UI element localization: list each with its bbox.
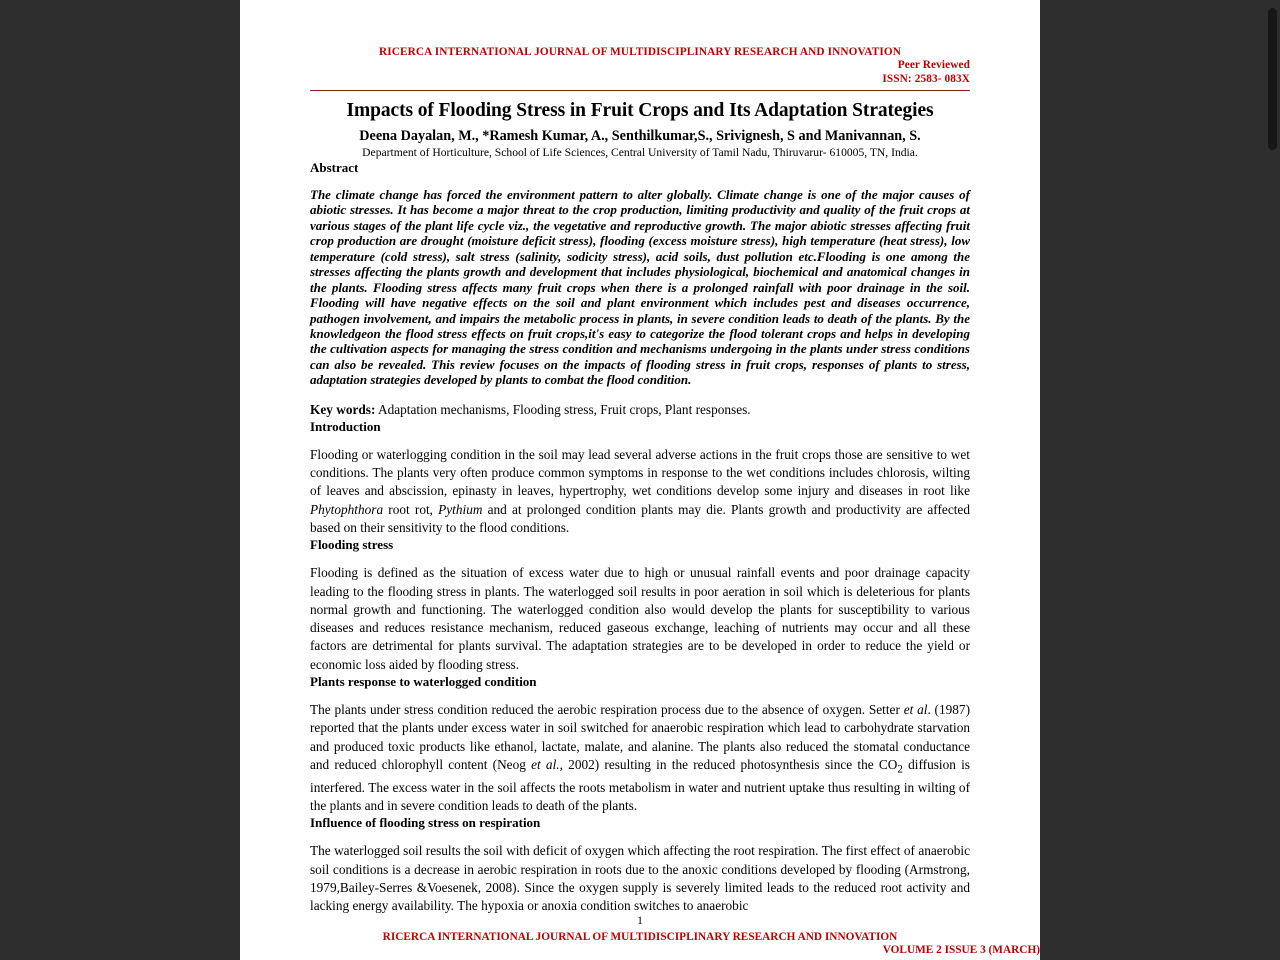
running-head-peer-reviewed: Peer Reviewed xyxy=(897,59,970,72)
intro-text-b: root rot, xyxy=(383,501,439,517)
intro-text-c: and at prolonged condition plants may die. Plants growth and productivity are affected based on their sensitivity to the flood conditions. xyxy=(310,501,970,535)
respiration-paragraph: The waterlogged soil results the soil with deficit of oxygen which affecting the root respiration. The first effect of anaerobic soil conditions is a decrease in aerobic respiration in roots due to the anoxic conditions developed by flooding (Armstrong, 1979,Bailey-Serres &Voesenek, 2008). Since the oxygen supply is severely limited leads to the reduced root activity and lacking energy availability. The hypoxia or anoxia condition switches to anaerobic xyxy=(310,843,970,914)
keywords-label: Key words: xyxy=(310,401,376,417)
running-head xyxy=(310,0,970,86)
footer-volume: VOLUME 2 ISSUE 3 (MARCH) xyxy=(882,944,1040,957)
document-page xyxy=(240,0,1040,960)
footer-journal: RICERCA INTERNATIONAL JOURNAL OF MULTIDISCIPLINARY RESEARCH AND INNOVATION xyxy=(382,931,898,943)
pr-text-c: , 2002) resulting in the reduced photosynthesis since the CO xyxy=(559,756,898,772)
introduction-heading: Introduction xyxy=(310,418,381,434)
introduction-paragraph xyxy=(310,446,970,537)
abstract-heading: Abstract xyxy=(310,159,359,175)
flooding-stress-heading: Flooding stress xyxy=(310,537,394,553)
author-list: Deena Dayalan, M., *Ramesh Kumar, A., Senthilkumar,S., Srivignesh, S and Manivannan, S. xyxy=(359,127,921,144)
page-number: 1 xyxy=(637,915,643,927)
intro-species-pythium: Pythium xyxy=(438,501,483,517)
header-divider xyxy=(310,90,970,91)
plants-response-paragraph xyxy=(310,701,970,815)
abstract-text: The climate change has forced the environment pattern to alter globally. Climate change is one of the major causes of abiotic stresses. It has become a major threat to the crop production, limiting productivity and quality of the fruit crops at various stages of the plant life cycle viz., the vegetative and reproductive growth. The major abiotic stresses affecting fruit crop production are drought (moisture deficit stress), flooding (excess moisture stress), high temperature (heat stress), low temperature (cold stress), salt stress (salinity, sodicity stress), acid soils, dust pollution etc.Flooding is one among the stresses affecting the plants growth and development that includes physiological, biochemical and anatomical changes in the plants. Flooding stress affects many fruit crops when there is a prolonged rainfall with poor drainage in the soil. Flooding will have negative effects on the soil and plant environment which includes pest and diseases occurrence, pathogen involvement, and impairs the metabolic process in plants, in severe condition leads to death of the plants. By the knowledgeon the flood stress effects on fruit crops,it's easy to categorize the flood tolerant crops and helps in developing the cultivation aspects for managing the stress condition and mechanisms undergoing in the plants under stress conditions can also be revealed. This review focuses on the impacts of flooding stress in fruit crops, responses of plants to stress, adaptation strategies developed by plants to combat the flood condition. xyxy=(310,186,970,388)
running-head-issn: ISSN: 2583- 083X xyxy=(882,72,970,85)
scrollbar-thumb[interactable] xyxy=(1268,8,1277,150)
pr-etal-2: et al. xyxy=(531,756,560,772)
pr-text-a: The plants under stress condition reduced the aerobic respiration process due to the absence of oxygen. Setter xyxy=(310,702,904,718)
vertical-scrollbar[interactable] xyxy=(1265,0,1280,960)
intro-text-a: Flooding or waterlogging condition in the soil may lead several adverse actions in the fruit crops those are sensitive to wet conditions. The plants very often produce common symptoms in response to the wet conditions includes chlorosis, wilting of leaves and abscission, epinasty in leaves, hypertrophy, wet conditions develop some injury and diseases in root like xyxy=(310,446,970,499)
affiliation: Department of Horticulture, School of Life Sciences, Central University of Tamil Nadu, Thiruvarur- 610005, TN, India. xyxy=(362,145,918,159)
page-footer xyxy=(240,931,1040,958)
plants-response-heading: Plants response to waterlogged condition xyxy=(310,674,537,690)
keywords-value: Adaptation mechanisms, Flooding stress, Fruit crops, Plant responses. xyxy=(375,401,751,417)
respiration-heading: Influence of flooding stress on respiration xyxy=(310,815,541,831)
keywords-line xyxy=(310,401,970,419)
flooding-stress-paragraph: Flooding is defined as the situation of excess water due to high or unusual rainfall events and poor drainage capacity leading to the flooding stress in plants. The waterlogged soil results in poor aeration in soil which is deleterious for plants normal growth and functioning. The waterlogged condition also would develop the plants for susceptibility to various diseases and reduces resistance mechanism, reduced gaseous exchange, leaching of nutrients may occur and all these factors are detrimental for plants survival. The adaptation strategies are to be developed in order to reduce the yield or economic loss aided by flooding stress. xyxy=(310,565,970,672)
page-title: Impacts of Flooding Stress in Fruit Crops and Its Adaptation Strategies xyxy=(346,99,934,121)
co2-subscript: 2 xyxy=(897,763,903,776)
intro-species-phytophthora: Phytophthora xyxy=(310,501,384,517)
page-content-area xyxy=(310,0,970,960)
pr-text-d: diffusion is interfered. The excess water in the soil affects the roots metabolism in water and nutrient uptake thus resulting in wilting of the plants and in severe condition leads to death of the plants. xyxy=(310,756,970,814)
pr-etal-1: et al xyxy=(903,702,928,718)
running-head-journal: RICERCA INTERNATIONAL JOURNAL OF MULTIDISCIPLINARY RESEARCH AND INNOVATION xyxy=(378,46,902,58)
pr-text-b: . (1987) reported that the plants under excess water in soil switched for anaerobic respiration which lead to carbohydrate starvation and produced toxic products like ethanol, lactate, malate, and alanine. The plants also reduced the stomatal conductance and reduced chlorophyll content (Neog xyxy=(310,702,971,772)
